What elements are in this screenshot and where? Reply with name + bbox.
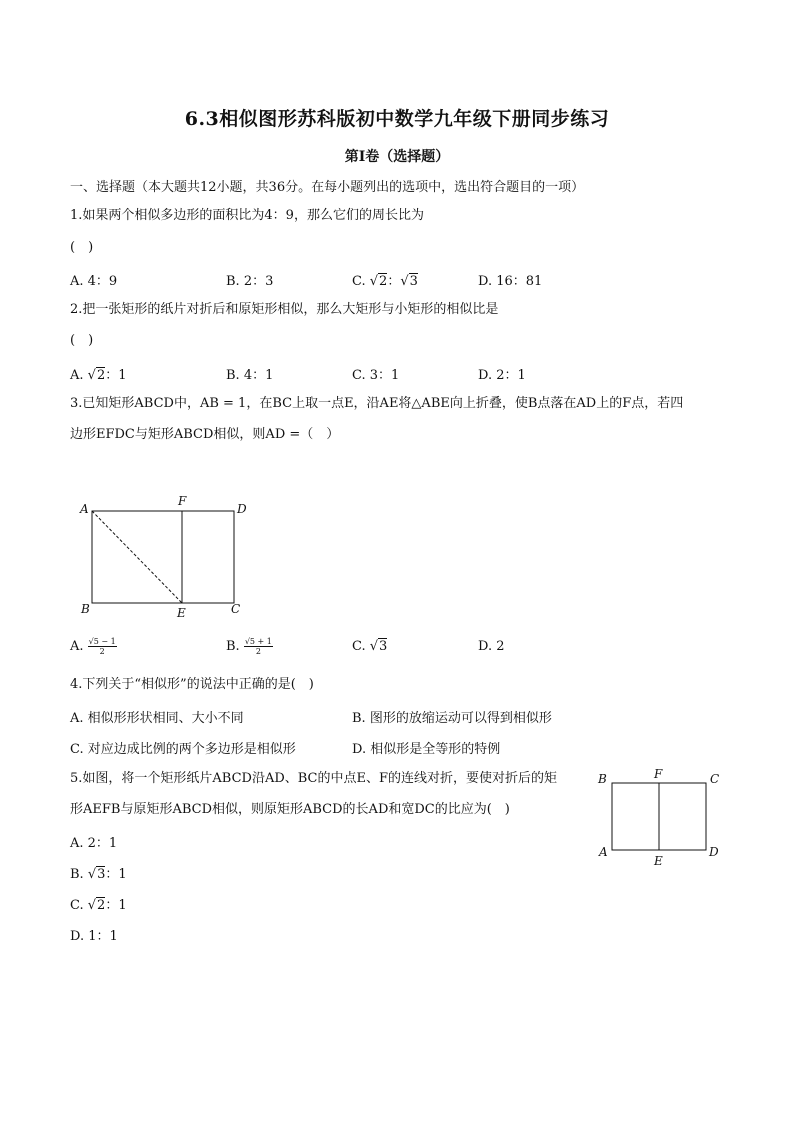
q5-label-b: B (598, 772, 607, 786)
q1-option-d: D. 16：81 (478, 274, 543, 289)
q1-stem: 1.如果两个相似多边形的面积比为4：9，那么它们的周长比为 (70, 208, 424, 223)
q3-label-f: F (178, 494, 187, 508)
q3-option-c: C. √3 (352, 639, 388, 654)
q3-label-b: B (81, 602, 90, 616)
q3-option-d: D. 2 (478, 639, 505, 654)
q1-option-c: C. √2：√3 (352, 274, 418, 289)
section-heading: 一、选择题（本大题共12小题，共36分。在每小题列出的选项中，选出符合题目的一项） (70, 180, 585, 195)
q3-dashed-line-ae (92, 511, 182, 603)
q2-option-a: A. √2：1 (70, 368, 127, 383)
q3-label-e: E (177, 606, 186, 620)
q4-option-c: C. 对应边成比例的两个多边形是相似形 (70, 742, 296, 757)
q1-paren: ( ) (70, 240, 94, 255)
q5-label-a: A (599, 845, 608, 859)
q4-option-a: A. 相似形形状相同、大小不同 (70, 711, 244, 726)
q3-stem-line1: 3.已知矩形ABCD中，AB = 1，在BC上取一点E，沿AE将△ABE向上折叠，使B点落在AD上的F点，若四 (70, 396, 684, 411)
q4-stem: 4.下列关于“相似形”的说法中正确的是( ) (70, 677, 314, 692)
q2-option-c: C. 3：1 (352, 368, 400, 383)
q5-option-c: C. √2：1 (70, 898, 127, 913)
page-title: 6.3相似图形苏科版初中数学九年级下册同步练习 (184, 108, 610, 130)
q4-option-b: B. 图形的放缩运动可以得到相似形 (352, 711, 552, 726)
q3-option-a: A. $\frac{√5 - 1}{2}$ (70, 637, 116, 656)
q5-stem-line2: 形AEFB与原矩形ABCD相似，则原矩形ABCD的长AD和宽DC的比应为( ) (70, 802, 510, 817)
q3-option-b: B. $\frac{√5 + 1}{2}$ (226, 637, 272, 656)
q2-option-b: B. 4：1 (226, 368, 274, 383)
q1-option-a: A. 4：9 (70, 274, 118, 289)
q3-rectangle (92, 511, 234, 603)
q3-figure (70, 488, 260, 623)
q1-option-b: B. 2：3 (226, 274, 274, 289)
q3-stem-line2: 边形EFDC与矩形ABCD相似，则AD =（ ） (70, 427, 340, 442)
q5-label-d: D (709, 845, 719, 859)
q2-paren: ( ) (70, 333, 94, 348)
q5-label-e: E (654, 854, 663, 868)
q2-stem: 2.把一张矩形的纸片对折后和原矩形相似，那么大矩形与小矩形的相似比是 (70, 302, 499, 317)
q5-option-a: A. 2：1 (70, 836, 118, 851)
q3-label-d: D (237, 502, 247, 516)
volume-heading: 第I卷（选择题） (344, 149, 450, 165)
q5-option-d: D. 1：1 (70, 929, 118, 944)
q3-label-c: C (231, 602, 241, 616)
q5-option-b: B. √3：1 (70, 867, 127, 882)
q4-option-d: D. 相似形是全等形的特例 (352, 742, 501, 757)
q2-option-d: D. 2：1 (478, 368, 526, 383)
q3-label-a: A (80, 502, 89, 516)
q5-label-c: C (710, 772, 720, 786)
q5-stem-line1: 5.如图，将一个矩形纸片ABCD沿AD、BC的中点E、F的连线对折，要使对折后的矩 (70, 771, 558, 786)
q5-figure (594, 766, 730, 872)
q5-label-f: F (654, 767, 663, 781)
